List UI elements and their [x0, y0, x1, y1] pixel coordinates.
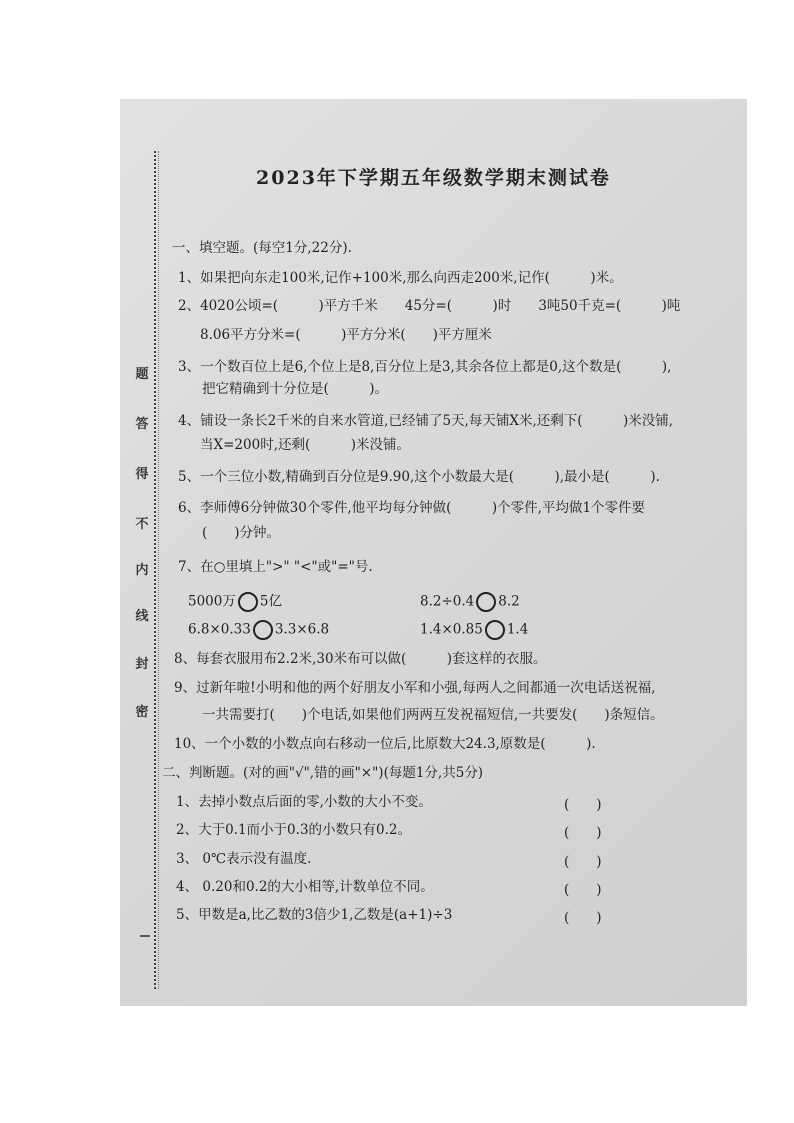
margin-char: 封: [135, 657, 149, 672]
binding-line: [154, 151, 156, 989]
answer-blank[interactable]: ( ): [564, 825, 602, 841]
question-2-cont: 8.06平方分米=( )平方分米( )平方厘米: [200, 327, 492, 343]
compare-right: 3.3×6.8: [274, 621, 330, 638]
margin-char: 内: [135, 563, 149, 578]
question-4: 4、铺设一条长2千米的自来水管道,已经铺了5天,每天铺X米,还剩下( )米没铺,: [178, 413, 674, 429]
margin-char: 密: [135, 705, 149, 720]
page-title: 2023年下学期五年级数学期末测试卷: [256, 167, 611, 189]
question-2: 2、4020公顷=( )平方千米 45分=( )时 3吨50千克=( )吨: [178, 298, 681, 314]
question-3: 3、一个数百位上是6,个位上是8,百分位上是3,其余各位上都是0,这个数是( ),: [178, 359, 672, 375]
judge-item: 2、大于0.1而小于0.3的小数只有0.2。: [176, 822, 411, 838]
margin-char: 答: [135, 417, 149, 432]
judge-item: 5、甲数是a,比乙数的3倍少1,乙数是(a+1)÷3: [176, 907, 453, 923]
section-heading-fill: 一、填空题。(每空1分,22分).: [172, 240, 352, 256]
margin-char: 线: [135, 609, 149, 624]
binding-tick: [140, 935, 150, 937]
binding-line-inner: [158, 151, 159, 989]
compare-right: 5亿: [259, 593, 282, 610]
question-6-cont: ( )分钟。: [202, 525, 281, 541]
compare-circle[interactable]: [253, 620, 273, 640]
question-7: 7、在○里填上">" "<"或"="号.: [178, 559, 373, 575]
compare-left: 6.8×0.33: [188, 621, 251, 638]
answer-blank[interactable]: ( ): [564, 882, 602, 898]
compare-item: [420, 592, 520, 612]
judge-item: 4、 0.20和0.2的大小相等,计数单位不同。: [176, 879, 434, 895]
judge-item: 1、去掉小数点后面的零,小数的大小不变。: [176, 794, 432, 810]
judge-item: 3、 0℃表示没有温度.: [176, 851, 312, 867]
answer-blank[interactable]: ( ): [564, 854, 602, 870]
margin-char: 不: [135, 517, 149, 532]
compare-item: [188, 620, 329, 640]
question-4-cont: 当X=200时,还剩( )米没铺。: [200, 437, 411, 453]
compare-item: [420, 620, 528, 640]
answer-blank[interactable]: ( ): [564, 797, 602, 813]
margin-char: 得: [135, 467, 149, 482]
question-1: 1、如果把向东走100米,记作+100米,那么向西走200米,记作( )米。: [178, 270, 623, 286]
compare-right: 1.4: [506, 621, 529, 638]
question-9: 9、过新年啦!小明和他的两个好朋友小军和小强,每两人之间都通一次电话送祝福,: [174, 680, 656, 696]
question-5: 5、一个三位小数,精确到百分位是9.90,这个小数最大是( ),最小是( ).: [178, 469, 660, 485]
compare-circle[interactable]: [485, 620, 505, 640]
question-3-cont: 把它精确到十分位是( )。: [202, 381, 389, 397]
margin-char: 题: [135, 367, 149, 382]
compare-left: 8.2÷0.4: [420, 593, 475, 610]
question-9-cont: 一共需要打( )个电话,如果他们两两互发祝福短信,一共要发( )条短信。: [202, 707, 664, 723]
exam-paper: [120, 99, 747, 1006]
compare-circle[interactable]: [238, 592, 258, 612]
section-heading-judge: 二、判断题。(对的画"√",错的画"×")(每题1分,共5分): [162, 765, 484, 781]
compare-circle[interactable]: [476, 592, 496, 612]
question-10: 10、一个小数的小数点向右移动一位后,比原数大24.3,原数是( ).: [174, 736, 596, 752]
question-6: 6、李师傅6分钟做30个零件,他平均每分钟做( )个零件,平均做1个零件要: [178, 500, 646, 516]
compare-left: 5000万: [188, 593, 236, 610]
compare-item: [188, 592, 282, 612]
answer-blank[interactable]: ( ): [564, 910, 602, 926]
question-8: 8、每套衣服用布2.2米,30米布可以做( )套这样的衣服。: [174, 651, 547, 667]
compare-right: 8.2: [498, 593, 520, 610]
compare-left: 1.4×0.85: [420, 621, 483, 638]
